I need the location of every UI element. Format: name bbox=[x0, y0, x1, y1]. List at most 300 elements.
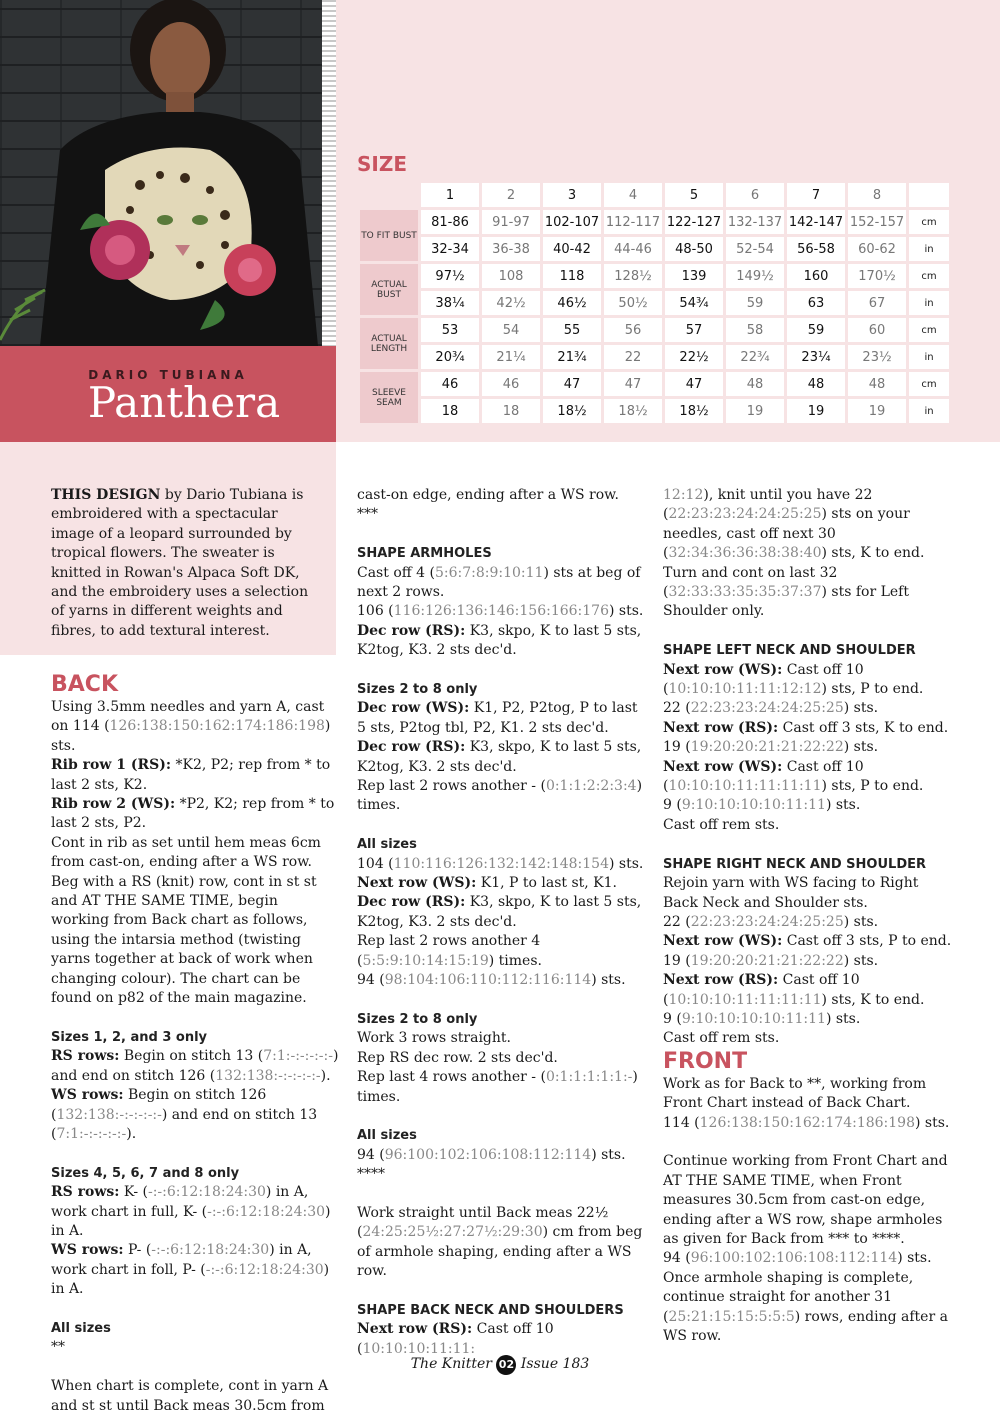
instruction-line bbox=[357, 1146, 647, 1165]
row-label: Dec row (WS): bbox=[357, 700, 470, 717]
size-cell: 18½ bbox=[543, 399, 601, 423]
text-run: 114 ( bbox=[663, 1114, 700, 1131]
text-run: ) sts. bbox=[843, 952, 879, 969]
row-label: Next row (WS): bbox=[663, 758, 783, 775]
text-run: ) sts. bbox=[609, 603, 644, 620]
text-run: Cast off 3 sts, P to end. bbox=[782, 933, 952, 950]
size-cell: 18½ bbox=[665, 399, 723, 423]
text-run: Rep RS dec row. 2 sts dec'd. bbox=[357, 1049, 558, 1066]
size-cell: 139 bbox=[665, 264, 723, 288]
size-cell: 48 bbox=[848, 372, 906, 396]
instruction-line bbox=[663, 1075, 953, 1114]
size-cell: 48 bbox=[787, 372, 845, 396]
magazine-name: The Knitter bbox=[410, 1356, 492, 1372]
instruction-line bbox=[663, 952, 953, 971]
size-cell: 42½ bbox=[482, 291, 540, 315]
row-label: RS rows: bbox=[51, 1184, 120, 1201]
size-number: 6 bbox=[726, 183, 784, 207]
text-run: 94 ( bbox=[663, 1250, 691, 1267]
spacer bbox=[357, 525, 647, 544]
spacer bbox=[51, 1009, 339, 1028]
size-cell: 22 bbox=[604, 345, 662, 369]
text-run: Begin on stitch 13 ( bbox=[119, 1048, 264, 1065]
text-run: Work straight until Back meas 22½ ( bbox=[357, 1204, 609, 1241]
text-run: Once armhole shaping is complete, continue straight for another 31 ( bbox=[663, 1269, 914, 1325]
size-values: 116:126:136:146:156:166:176 bbox=[393, 603, 609, 620]
size-cell: 60-62 bbox=[848, 237, 906, 261]
row-label: Next row (WS): bbox=[663, 933, 783, 950]
text-run: ), knit until you have 22 ( bbox=[663, 487, 873, 523]
instruction-line bbox=[51, 1377, 339, 1416]
text-run: *P2, K2; rep from * to last 2 sts, P2. bbox=[51, 796, 335, 832]
instruction-line bbox=[51, 795, 339, 834]
text-run: ) sts. bbox=[843, 700, 879, 717]
text-run: *** bbox=[357, 506, 378, 523]
instruction-line bbox=[663, 874, 953, 913]
text-run: Cast off 10 ( bbox=[663, 972, 860, 1008]
size-cell: 47 bbox=[665, 372, 723, 396]
row-label: Rib row 1 (RS): bbox=[51, 757, 172, 774]
designer-name: DARIO TUBIANA bbox=[88, 368, 248, 382]
subsection-heading: All sizes bbox=[51, 1320, 111, 1336]
instruction-line bbox=[51, 1241, 339, 1299]
row-label: Next row (RS): bbox=[663, 972, 779, 989]
spacer bbox=[357, 661, 647, 680]
subsection-heading: Sizes 1, 2, and 3 only bbox=[51, 1029, 208, 1045]
size-cell: 38¼ bbox=[421, 291, 479, 315]
instruction-line bbox=[663, 699, 953, 718]
text-run: ) times. bbox=[488, 952, 542, 969]
spacer bbox=[51, 1300, 339, 1319]
size-cell: 19 bbox=[726, 399, 784, 423]
size-cell: 60 bbox=[848, 318, 906, 342]
subsection-heading: Sizes 2 to 8 only bbox=[357, 682, 478, 698]
instruction-line bbox=[357, 1049, 647, 1068]
text-run: **** bbox=[357, 1166, 385, 1183]
size-number: 1 bbox=[421, 183, 479, 207]
text-run: ) in A, work chart in full, K- ( bbox=[51, 1184, 309, 1220]
size-values: 9:10:10:10:10:11:11 bbox=[681, 1010, 826, 1027]
size-values: 5:6:7:8:9:10:11 bbox=[434, 564, 544, 581]
text-run: ) sts. bbox=[843, 913, 879, 930]
cover-photo bbox=[0, 0, 322, 346]
text-run: ) in A, work chart in foll, P- ( bbox=[51, 1242, 312, 1278]
size-cell: 128½ bbox=[604, 264, 662, 288]
instruction-line bbox=[51, 1047, 339, 1086]
text-run: 104 ( bbox=[357, 855, 394, 872]
instruction-line bbox=[357, 855, 647, 874]
instruction-line bbox=[663, 719, 953, 738]
size-values: 126:138:150:162:174:186:198 bbox=[109, 718, 325, 735]
size-cell: 122-127 bbox=[665, 210, 723, 234]
instruction-line bbox=[663, 913, 953, 932]
size-cell: 46 bbox=[421, 372, 479, 396]
row-label: WS rows: bbox=[51, 1242, 124, 1259]
text-run: K1, P to last st, K1. bbox=[476, 875, 617, 892]
text-run: ) and end on stitch 126 ( bbox=[51, 1048, 339, 1084]
text-run: K3, skpo, K to last 5 sts, K2tog, K3. 2 sts dec'd. bbox=[357, 622, 642, 659]
text-run: ) in A. bbox=[51, 1261, 330, 1298]
instruction-line bbox=[663, 1269, 953, 1347]
size-cell: 58 bbox=[726, 318, 784, 342]
size-number: 5 bbox=[665, 183, 723, 207]
section-heading: BACK bbox=[51, 672, 118, 697]
size-values: -:-:6:12:18:24:30 bbox=[205, 1261, 324, 1278]
pattern-title: Panthera bbox=[87, 378, 281, 427]
unit-label: cm bbox=[909, 318, 949, 342]
size-cell: 46 bbox=[482, 372, 540, 396]
text-run: Work as for Back to **, working from Front Chart instead of Back Chart. bbox=[663, 1075, 927, 1112]
column-2 bbox=[357, 486, 647, 1359]
text-run: Rejoin yarn with WS facing to Right Back Neck and Shoulder sts. bbox=[663, 875, 919, 911]
size-number: 8 bbox=[848, 183, 906, 207]
instruction-line bbox=[663, 1029, 953, 1048]
text-run: ) sts. bbox=[897, 1250, 932, 1267]
text-run: K3, skpo, K to last 5 sts, K2tog, K3. 2 sts dec'd. bbox=[357, 894, 642, 930]
size-cell: 48 bbox=[726, 372, 784, 396]
subsection-heading: Sizes 2 to 8 only bbox=[357, 1011, 478, 1027]
spacer bbox=[51, 1144, 339, 1163]
instruction-line bbox=[357, 622, 647, 661]
text-run: Cast off 4 ( bbox=[357, 564, 435, 581]
instruction-line bbox=[663, 1010, 953, 1029]
size-cell: 67 bbox=[848, 291, 906, 315]
size-cell: 56 bbox=[604, 318, 662, 342]
subsection-heading: SHAPE ARMHOLES bbox=[357, 546, 492, 562]
instruction-line bbox=[663, 1152, 953, 1249]
text-run: ). bbox=[126, 1125, 137, 1142]
size-values: 19:20:20:21:21:22:22 bbox=[690, 952, 844, 969]
size-cell: 108 bbox=[482, 264, 540, 288]
size-cell: 22¾ bbox=[726, 345, 784, 369]
size-cell: 23½ bbox=[848, 345, 906, 369]
size-values: 32:34:36:36:38:38:40 bbox=[668, 545, 822, 562]
size-cell: 102-107 bbox=[543, 210, 601, 234]
row-label: Dec row (RS): bbox=[357, 739, 466, 756]
size-cell: 152-157 bbox=[848, 210, 906, 234]
spacer bbox=[357, 991, 647, 1010]
instruction-line bbox=[357, 738, 647, 777]
size-cell: 57 bbox=[665, 318, 723, 342]
page-number: 02 bbox=[496, 1355, 516, 1375]
unit-label: in bbox=[909, 345, 949, 369]
row-label: Rib row 2 (WS): bbox=[51, 796, 176, 813]
text-run: ) sts on your needles, cast off next 30 ( bbox=[663, 506, 910, 562]
text-run: 94 ( bbox=[357, 972, 385, 989]
text-run: Rep last 4 rows another - ( bbox=[357, 1069, 546, 1086]
size-cell: 52-54 bbox=[726, 237, 784, 261]
instruction-line bbox=[663, 661, 953, 700]
unit-label: in bbox=[909, 291, 949, 315]
size-cell: 132-137 bbox=[726, 210, 784, 234]
size-cell: 23¼ bbox=[787, 345, 845, 369]
unit-label: in bbox=[909, 399, 949, 423]
size-cell: 55 bbox=[543, 318, 601, 342]
instruction-line bbox=[357, 699, 647, 738]
text-run: ) sts. bbox=[825, 797, 861, 814]
size-values: 10:10:10:11:11:12:12 bbox=[668, 681, 822, 698]
size-values: 24:25:25½:27:27½:29:30 bbox=[362, 1224, 543, 1241]
row-label: Dec row (RS): bbox=[357, 622, 466, 639]
size-cell: 19 bbox=[787, 399, 845, 423]
text-run: Begin on stitch 126 ( bbox=[51, 1087, 267, 1123]
text-run: ) sts at beg of next 2 rows. bbox=[357, 564, 641, 601]
instruction-line bbox=[663, 1249, 953, 1268]
text-run: Cast off 3 sts, K to end. bbox=[778, 719, 949, 736]
size-row-label: SLEEVE SEAM bbox=[360, 372, 418, 423]
text-run: Cast off rem sts. bbox=[663, 1030, 780, 1047]
size-cell: 91-97 bbox=[482, 210, 540, 234]
text-run: 22 ( bbox=[663, 700, 691, 717]
size-cell: 59 bbox=[726, 291, 784, 315]
instruction-line bbox=[663, 796, 953, 815]
size-row-label: ACTUAL LENGTH bbox=[360, 318, 418, 369]
size-values: 126:138:150:162:174:186:198 bbox=[699, 1114, 915, 1131]
size-table bbox=[357, 180, 952, 426]
instruction-line bbox=[357, 777, 647, 816]
text-run: ) and end on stitch 13 ( bbox=[51, 1106, 318, 1142]
text-run: K1, P2, P2tog, P to last 5 sts, P2tog tbl, P2, K1. 2 sts dec'd. bbox=[357, 700, 638, 736]
size-cell: 22½ bbox=[665, 345, 723, 369]
size-cell: 54¾ bbox=[665, 291, 723, 315]
size-values: 19:20:20:21:21:22:22 bbox=[690, 739, 844, 756]
spacer bbox=[357, 816, 647, 835]
instruction-line bbox=[357, 971, 647, 990]
size-cell: 44-46 bbox=[604, 237, 662, 261]
instruction-line bbox=[357, 932, 647, 971]
size-cell: 97½ bbox=[421, 264, 479, 288]
instruction-line bbox=[357, 486, 647, 505]
model-illustration bbox=[0, 0, 322, 346]
text-run: ** bbox=[51, 1339, 65, 1356]
text-run: ) sts. bbox=[915, 1114, 950, 1131]
text-run: ) sts. bbox=[51, 718, 331, 754]
instruction-line bbox=[663, 738, 953, 757]
size-values: 22:23:23:24:24:25:25 bbox=[690, 913, 844, 930]
size-cell: 54 bbox=[482, 318, 540, 342]
intro-text bbox=[51, 486, 313, 641]
text-run: Rep last 2 rows another 4 ( bbox=[357, 933, 541, 969]
text-run: Cast off 10 ( bbox=[357, 1321, 554, 1357]
instruction-line bbox=[357, 564, 647, 603]
spacer bbox=[357, 1185, 647, 1204]
size-cell: 81-86 bbox=[421, 210, 479, 234]
size-row-label: TO FIT BUST bbox=[360, 210, 418, 261]
size-values: -:-:6:12:18:24:30 bbox=[151, 1242, 270, 1259]
size-cell: 170½ bbox=[848, 264, 906, 288]
subsection-heading: SHAPE RIGHT NECK AND SHOULDER bbox=[663, 856, 927, 872]
size-values: 10:10:10:11:11:11:11 bbox=[668, 778, 822, 795]
instruction-line bbox=[51, 834, 339, 873]
text-run: 19 ( bbox=[663, 952, 691, 969]
size-values: 110:116:126:132:142:148:154 bbox=[393, 855, 609, 872]
subsection-heading: All sizes bbox=[357, 1128, 417, 1144]
size-values: 9:10:10:10:10:11:11 bbox=[681, 797, 826, 814]
text-run: ) sts, K to end. bbox=[821, 545, 925, 562]
text-run: ) sts. bbox=[591, 972, 626, 989]
instruction-line bbox=[51, 698, 339, 756]
size-cell: 21¼ bbox=[482, 345, 540, 369]
size-cell: 40-42 bbox=[543, 237, 601, 261]
size-cell: 32-34 bbox=[421, 237, 479, 261]
text-run: Continue working from Front Chart and AT THE SAME TIME, when Front measures 30.5cm from cast-on edge, ending after a WS row, shape armholes as given for Back from *** to ****. bbox=[663, 1153, 948, 1247]
text-run: ) times. bbox=[357, 1069, 638, 1105]
size-cell: 118 bbox=[543, 264, 601, 288]
row-label: Next row (WS): bbox=[663, 661, 783, 678]
size-number: 3 bbox=[543, 183, 601, 207]
size-cell: 21¾ bbox=[543, 345, 601, 369]
size-cell: 46½ bbox=[543, 291, 601, 315]
row-label: Next row (RS): bbox=[357, 1321, 473, 1338]
instruction-line bbox=[51, 1183, 339, 1241]
section-heading: FRONT bbox=[663, 1048, 748, 1074]
size-row-label: ACTUAL BUST bbox=[360, 264, 418, 315]
size-values: 132:138:-:-:-:-:- bbox=[56, 1106, 162, 1123]
text-run: 94 ( bbox=[357, 1146, 385, 1163]
unit-label: cm bbox=[909, 372, 949, 396]
size-cell: 47 bbox=[604, 372, 662, 396]
text-run: ) times. bbox=[357, 778, 643, 814]
text-run: ) cm from beg of armhole shaping, ending after a WS row. bbox=[357, 1224, 643, 1280]
spacer bbox=[663, 622, 953, 641]
text-run: ) sts, P to end. bbox=[821, 778, 924, 795]
size-values: 32:33:33:35:35:37:37 bbox=[668, 584, 822, 601]
instruction-line bbox=[51, 1086, 339, 1144]
size-values: 98:104:106:110:112:116:114 bbox=[384, 972, 592, 989]
size-cell: 56-58 bbox=[787, 237, 845, 261]
subsection-heading: Sizes 4, 5, 6, 7 and 8 only bbox=[51, 1165, 240, 1181]
size-values: 25:21:15:15:5:5:5 bbox=[668, 1308, 795, 1325]
size-cell: 48-50 bbox=[665, 237, 723, 261]
row-label: WS rows: bbox=[51, 1087, 124, 1104]
row-label: RS rows: bbox=[51, 1048, 120, 1065]
text-run: Cast off 10 ( bbox=[663, 758, 864, 795]
size-cell: 142-147 bbox=[787, 210, 845, 234]
text-run: Cast off 10 ( bbox=[663, 661, 864, 698]
size-values: 10:10:10:11:11:11:11 bbox=[668, 991, 822, 1008]
subsection-heading: SHAPE LEFT NECK AND SHOULDER bbox=[663, 643, 916, 659]
row-label: Dec row (RS): bbox=[357, 894, 466, 911]
size-values: 0:1:1:1:1:1:- bbox=[545, 1069, 633, 1086]
text-run: ) sts. bbox=[591, 1146, 626, 1163]
instruction-line bbox=[663, 758, 953, 797]
subsection-heading: All sizes bbox=[357, 837, 417, 853]
size-values: 22:23:23:24:24:25:25 bbox=[668, 506, 822, 523]
text-run: *K2, P2; rep from * to last 2 sts, K2. bbox=[51, 757, 331, 793]
size-values: 5:5:9:10:14:15:19 bbox=[362, 952, 489, 969]
instruction-line bbox=[357, 1204, 647, 1282]
text-run: K3, skpo, K to last 5 sts, K2tog, K3. 2 sts dec'd. bbox=[357, 739, 642, 775]
size-cell: 18 bbox=[482, 399, 540, 423]
text-run: Rep last 2 rows another - ( bbox=[357, 778, 546, 795]
page-footer bbox=[0, 1355, 1000, 1375]
column-3 bbox=[663, 486, 953, 1346]
unit-label: in bbox=[909, 237, 949, 261]
instruction-line bbox=[357, 505, 647, 524]
size-values: -:-:6:12:18:24:30 bbox=[147, 1184, 266, 1201]
size-number: 2 bbox=[482, 183, 540, 207]
issue-label: Issue 183 bbox=[520, 1356, 590, 1372]
instruction-line bbox=[51, 756, 339, 795]
text-run: 19 ( bbox=[663, 739, 691, 756]
instruction-line bbox=[357, 1165, 647, 1184]
text-run: ) in A. bbox=[51, 1203, 331, 1239]
size-cell: 36-38 bbox=[482, 237, 540, 261]
instruction-line bbox=[357, 1068, 647, 1107]
instruction-line bbox=[663, 971, 953, 1010]
text-run: P- ( bbox=[123, 1242, 152, 1259]
text-run: ) rows, ending after a WS row. bbox=[663, 1308, 948, 1345]
text-run: 22 ( bbox=[663, 913, 691, 930]
spacer bbox=[357, 1282, 647, 1301]
text-run: ) sts, P to end. bbox=[821, 681, 924, 698]
row-label: Next row (WS): bbox=[357, 875, 477, 892]
size-cell: 18 bbox=[421, 399, 479, 423]
text-run: Turn and cont on last 32 ( bbox=[663, 564, 838, 601]
text-run: cast-on edge, ending after a WS row. bbox=[357, 487, 619, 503]
size-cell: 50½ bbox=[604, 291, 662, 315]
text-run: Using 3.5mm needles and yarn A, cast on 114 ( bbox=[51, 699, 325, 735]
size-number: 7 bbox=[787, 183, 845, 207]
size-cell: 20¾ bbox=[421, 345, 479, 369]
text-run: Work 3 rows straight. bbox=[357, 1030, 511, 1047]
size-values: 22:23:23:24:24:25:25 bbox=[690, 700, 844, 717]
size-heading: SIZE bbox=[357, 152, 408, 176]
intro-lead: THIS DESIGN bbox=[51, 487, 161, 503]
text-run: ) sts. bbox=[609, 855, 644, 872]
row-label: Next row (RS): bbox=[663, 719, 779, 736]
spacer bbox=[357, 1107, 647, 1126]
column-1 bbox=[51, 672, 339, 1416]
text-run: K- ( bbox=[119, 1184, 148, 1201]
size-values: 96:100:102:106:108:112:114 bbox=[384, 1146, 592, 1163]
instruction-line bbox=[663, 816, 953, 835]
instruction-line bbox=[663, 486, 953, 564]
size-cell: 47 bbox=[543, 372, 601, 396]
text-run: Cast off rem sts. bbox=[663, 816, 780, 833]
spacer bbox=[663, 1133, 953, 1152]
size-cell: 160 bbox=[787, 264, 845, 288]
size-values: -:-:6:12:18:24:30 bbox=[207, 1203, 326, 1220]
size-values: 10:10:10:11:11: bbox=[362, 1340, 476, 1357]
size-cell: 63 bbox=[787, 291, 845, 315]
size-number: 4 bbox=[604, 183, 662, 207]
unit-label: cm bbox=[909, 264, 949, 288]
text-run: Beg with a RS (knit) row, cont in st st and AT THE SAME TIME, begin working from Back chart as follows, using the intarsia method (twisting yarns together at back of work when changing colour). The chart can be found on p82 of the main magazine. bbox=[51, 873, 317, 1007]
size-values: 0:1:1:2:2:3:4 bbox=[545, 778, 637, 795]
instruction-line bbox=[357, 602, 647, 621]
size-values: 7:1:-:-:-:-:- bbox=[56, 1125, 127, 1142]
size-header-unit bbox=[909, 183, 949, 207]
instruction-line bbox=[663, 1114, 953, 1133]
intro-body: by Dario Tubiana is embroidered with a spectacular image of a leopard surrounded by tropical flowers. The sweater is knitted in Rowan's Alpaca Soft DK, and the embroidery uses a selection of yarns in different weights and fibres, to add textural interest. bbox=[51, 487, 309, 639]
size-cell: 19 bbox=[848, 399, 906, 423]
text-run: 9 ( bbox=[663, 797, 682, 814]
size-cell: 59 bbox=[787, 318, 845, 342]
text-run: ) sts, K to end. bbox=[821, 991, 925, 1008]
size-cell: 53 bbox=[421, 318, 479, 342]
size-values: 12:12 bbox=[663, 487, 704, 503]
instruction-line bbox=[51, 873, 339, 1009]
text-run: ) sts. bbox=[843, 739, 879, 756]
text-run: 106 ( bbox=[357, 603, 394, 620]
instruction-line bbox=[357, 1320, 647, 1359]
text-run: When chart is complete, cont in yarn A and st st until Back meas 30.5cm from bbox=[51, 1378, 329, 1414]
size-cell: 149½ bbox=[726, 264, 784, 288]
size-values: 7:1:-:-:-:-:- bbox=[263, 1048, 333, 1065]
text-run: ). bbox=[320, 1067, 331, 1084]
instruction-line bbox=[663, 932, 953, 951]
